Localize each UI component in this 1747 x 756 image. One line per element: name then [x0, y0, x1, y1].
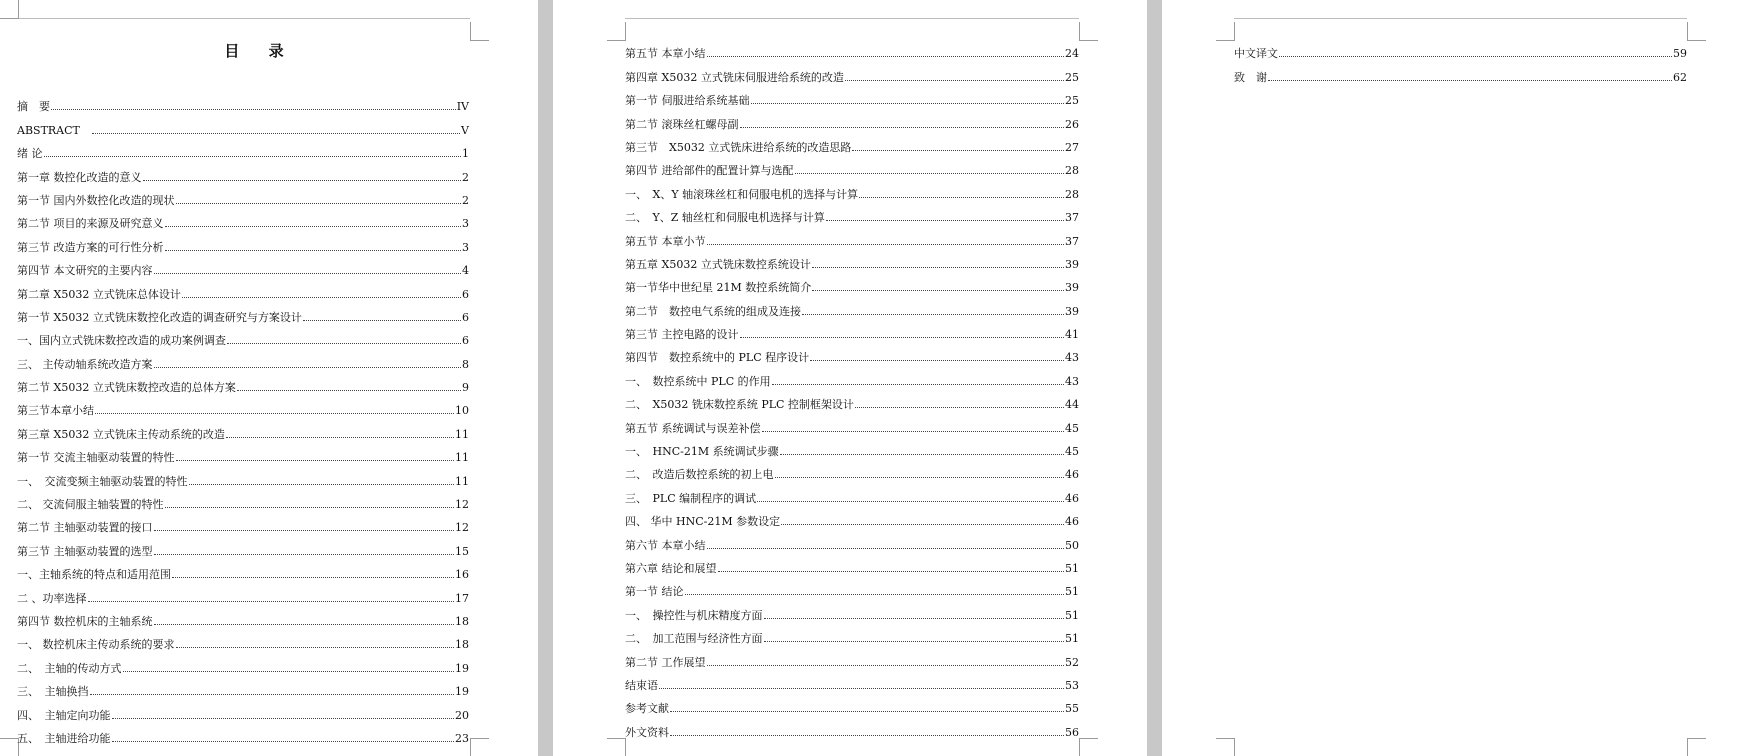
toc-page-number: 10	[455, 404, 469, 418]
toc-dot-leader	[44, 156, 462, 157]
toc-entry-title: 第二节 主轴驱动装置的接口	[17, 521, 153, 535]
toc-page-number: 39	[1065, 281, 1079, 295]
toc-dot-leader	[707, 548, 1065, 549]
toc-entry[interactable]	[625, 622, 1079, 645]
toc-entry-title: 二 、功率选择	[17, 591, 87, 605]
toc-entry[interactable]	[625, 715, 1079, 738]
toc-entry-title: 第二节 项目的来源及研究意义	[17, 217, 164, 231]
toc-dot-leader	[303, 320, 461, 321]
toc-page-number: 46	[1065, 468, 1079, 482]
toc-title: 目 录	[224, 42, 296, 60]
toc-dot-leader	[707, 56, 1065, 57]
toc-page-number: 51	[1065, 561, 1079, 575]
toc-entry[interactable]	[625, 458, 1079, 481]
toc-entry[interactable]	[17, 324, 469, 347]
toc-dot-leader	[182, 297, 461, 298]
corner-mark	[1079, 738, 1098, 756]
toc-entry[interactable]	[17, 301, 469, 324]
toc-dot-leader	[92, 133, 460, 134]
toc-dot-leader	[112, 741, 455, 742]
toc-page-number: 39	[1065, 257, 1079, 271]
toc-entry[interactable]	[17, 394, 469, 417]
toc-entry[interactable]	[17, 464, 469, 487]
toc-entry[interactable]	[17, 698, 469, 721]
toc-entry[interactable]	[17, 90, 469, 113]
toc-dot-leader	[670, 735, 1064, 736]
toc-page-number: 18	[455, 638, 469, 652]
toc-entry[interactable]	[1234, 37, 1687, 60]
toc-entry-title: 参考文献	[625, 702, 669, 716]
toc-dot-leader	[165, 226, 462, 227]
toc-dot-leader	[659, 688, 1064, 689]
toc-entry[interactable]	[625, 692, 1079, 715]
toc-dot-leader	[740, 337, 1065, 338]
toc-dot-leader	[757, 501, 1064, 502]
toc-entry[interactable]	[17, 160, 469, 183]
toc-entry-title: 第四节 本文研究的主要内容	[17, 264, 153, 278]
toc-page-number: 59	[1673, 47, 1687, 61]
toc-entry[interactable]	[17, 207, 469, 230]
toc-entry[interactable]	[17, 581, 469, 604]
toc-page-number: 12	[455, 521, 469, 535]
toc-page-number: 8	[462, 357, 469, 371]
toc-dot-leader	[165, 250, 462, 251]
toc-entry-title: 第三节 改造方案的可行性分析	[17, 240, 164, 254]
toc-entry-title: 第五节 本章小结	[625, 47, 706, 61]
corner-mark	[470, 738, 489, 756]
toc-dot-leader	[154, 554, 455, 555]
toc-dot-leader	[740, 127, 1065, 128]
toc-page-number: IV	[456, 100, 469, 114]
toc-entry[interactable]	[625, 224, 1079, 247]
toc-entry-title: 绪 论	[17, 147, 43, 161]
toc-entry-title: 一、 数控机床主传动系统的要求	[17, 638, 175, 652]
toc-page-number: 19	[455, 661, 469, 675]
toc-entry-title: 一、 HNC-21M 系统调试步骤	[625, 445, 779, 459]
toc-dot-leader	[112, 718, 455, 719]
toc-entry-title: 第六节 本章小结	[625, 538, 706, 552]
toc-page-number: 27	[1065, 140, 1079, 154]
toc-entry[interactable]	[625, 388, 1079, 411]
toc-page-number: 37	[1065, 211, 1079, 225]
toc-entry-title: 第一节 伺服进给系统基础	[625, 94, 750, 108]
toc-dot-leader	[154, 273, 462, 274]
toc-dot-leader	[718, 571, 1065, 572]
toc-entry-title: 第三章 X5032 立式铣床主传动系统的改造	[17, 427, 225, 441]
toc-page-number: 46	[1065, 491, 1079, 505]
toc-page-number: 50	[1065, 538, 1079, 552]
toc-dot-leader	[826, 220, 1064, 221]
toc-dot-leader	[751, 103, 1065, 104]
toc-page-number: 26	[1065, 117, 1079, 131]
toc-entry-title: 第二节 X5032 立式铣床数控改造的总体方案	[17, 381, 236, 395]
toc-dot-leader	[90, 694, 455, 695]
toc-page-number: 11	[455, 427, 469, 441]
toc-entry-title: 第五章 X5032 立式铣床数控系统设计	[625, 257, 811, 271]
toc-entry-title: 三、 主轴换挡	[17, 685, 89, 699]
toc-dot-leader	[780, 454, 1064, 455]
toc-page-number: 6	[462, 310, 469, 324]
toc-dot-leader	[165, 507, 455, 508]
toc-page-number: V	[461, 123, 469, 137]
toc-entry[interactable]	[625, 505, 1079, 528]
toc-page-number: 15	[455, 544, 469, 558]
toc-entry[interactable]	[625, 271, 1079, 294]
page-gap-right	[1147, 0, 1162, 756]
toc-entry-title: 第四节 数控机床的主轴系统	[17, 614, 153, 628]
toc-entry[interactable]	[625, 411, 1079, 434]
toc-dot-leader	[707, 244, 1065, 245]
toc-entry[interactable]	[625, 669, 1079, 692]
toc-entry-title: 第三节 主控电路的设计	[625, 328, 739, 342]
toc-entry-title: 第一节 交流主轴驱动装置的特性	[17, 451, 175, 465]
toc-entry-title: 第二节 数控电气系统的组成及连接	[625, 304, 801, 318]
toc-list	[625, 37, 1079, 739]
toc-entry-title: 摘 要	[17, 100, 50, 114]
toc-page-number: 12	[455, 498, 469, 512]
corner-mark	[1687, 22, 1706, 41]
toc-dot-leader	[812, 290, 1064, 291]
toc-entry-title: 一、主轴系统的特点和适用范围	[17, 568, 171, 582]
toc-page-number: 41	[1065, 328, 1079, 342]
toc-entry-title: 致 谢	[1234, 70, 1267, 84]
toc-entry-title: 一、 数控系统中 PLC 的作用	[625, 374, 771, 388]
toc-page-number: 37	[1065, 234, 1079, 248]
toc-dot-leader	[772, 384, 1064, 385]
toc-entry[interactable]	[1234, 60, 1687, 83]
toc-dot-leader	[143, 180, 462, 181]
toc-list	[1234, 37, 1687, 84]
toc-entry[interactable]	[625, 598, 1079, 621]
toc-dot-leader	[189, 484, 455, 485]
toc-entry[interactable]	[17, 277, 469, 300]
toc-entry-title: 第四节 数控系统中的 PLC 程序设计	[625, 351, 810, 365]
toc-list	[17, 90, 469, 745]
toc-entry[interactable]	[17, 534, 469, 557]
toc-page-number: 53	[1065, 678, 1079, 692]
toc-entry[interactable]	[17, 441, 469, 464]
toc-dot-leader	[226, 437, 454, 438]
page-header-line	[18, 18, 470, 19]
document-page-1	[0, 0, 538, 756]
corner-mark	[470, 22, 489, 41]
toc-dot-leader	[176, 460, 455, 461]
toc-dot-leader	[670, 711, 1064, 712]
toc-page-number: 6	[462, 287, 469, 301]
toc-entry-title: 四、 华中 HNC-21M 参数设定	[625, 515, 781, 529]
toc-page-number: 9	[462, 381, 469, 395]
toc-page-number: 23	[455, 731, 469, 745]
toc-entry-title: 第一章 数控化改造的意义	[17, 170, 142, 184]
toc-entry[interactable]	[17, 184, 469, 207]
toc-dot-leader	[227, 343, 461, 344]
toc-entry[interactable]	[625, 248, 1079, 271]
toc-entry[interactable]	[625, 154, 1079, 177]
toc-entry[interactable]	[625, 131, 1079, 154]
toc-dot-leader	[154, 367, 462, 368]
toc-entry-title: 第二章 X5032 立式铣床总体设计	[17, 287, 181, 301]
toc-entry-title: 中文译文	[1234, 47, 1278, 61]
toc-dot-leader	[845, 80, 1064, 81]
toc-dot-leader	[176, 203, 462, 204]
toc-entry[interactable]	[625, 84, 1079, 107]
toc-entry[interactable]	[17, 230, 469, 253]
page-gap-left	[538, 0, 553, 756]
toc-page-number: 11	[455, 451, 469, 465]
toc-page-number: 56	[1065, 725, 1079, 739]
toc-entry[interactable]	[625, 60, 1079, 83]
toc-entry-title: 第三节 X5032 立式铣床进给系统的改造思路	[625, 140, 852, 154]
toc-entry[interactable]	[17, 675, 469, 698]
toc-entry[interactable]	[17, 605, 469, 628]
document-page-3	[1162, 0, 1747, 756]
toc-dot-leader	[812, 267, 1064, 268]
toc-entry-title: 一、 操控性与机床精度方面	[625, 608, 763, 622]
corner-mark	[0, 0, 19, 19]
toc-page-number: 46	[1065, 515, 1079, 529]
toc-entry-title: 一、 交流变频主轴驱动装置的特性	[17, 474, 188, 488]
toc-page-number: 1	[462, 147, 469, 161]
toc-entry-title: 二、 X5032 铣床数控系统 PLC 控制框架设计	[625, 398, 854, 412]
toc-entry[interactable]	[17, 558, 469, 581]
toc-entry[interactable]	[625, 481, 1079, 504]
toc-page-number: 25	[1065, 94, 1079, 108]
toc-entry-title: 第四章 X5032 立式铣床伺服进给系统的改造	[625, 70, 844, 84]
toc-entry[interactable]	[625, 364, 1079, 387]
toc-page-number: 4	[462, 264, 469, 278]
toc-page-number: 44	[1065, 398, 1079, 412]
toc-dot-leader	[795, 173, 1065, 174]
toc-entry-title: 第五节 系统调试与误差补偿	[625, 421, 761, 435]
toc-page-number: 51	[1065, 585, 1079, 599]
toc-page-number: 19	[455, 685, 469, 699]
toc-dot-leader	[88, 601, 455, 602]
toc-entry-title: 第四节 进给部件的配置计算与选配	[625, 164, 794, 178]
toc-page-number: 2	[462, 193, 469, 207]
toc-entry-title: 第三节 主轴驱动装置的选型	[17, 544, 153, 558]
corner-mark	[1687, 738, 1706, 756]
toc-entry[interactable]	[17, 371, 469, 394]
toc-entry[interactable]	[17, 511, 469, 534]
toc-page-number: 45	[1065, 421, 1079, 435]
toc-page-number: 39	[1065, 304, 1079, 318]
toc-entry-title: ABSTRACT	[17, 123, 91, 137]
toc-entry-title: 第二节 工作展望	[625, 655, 706, 669]
toc-page-number: 62	[1673, 70, 1687, 84]
toc-entry[interactable]	[625, 552, 1079, 575]
toc-entry-title: 第一节 X5032 立式铣床数控化改造的调查研究与方案设计	[17, 310, 302, 324]
toc-entry[interactable]	[625, 435, 1079, 458]
toc-entry[interactable]	[17, 347, 469, 370]
page-header-line	[625, 18, 1079, 19]
toc-page-number: 16	[455, 568, 469, 582]
toc-dot-leader	[154, 530, 455, 531]
toc-entry[interactable]	[625, 177, 1079, 200]
toc-page-number: 2	[462, 170, 469, 184]
toc-dot-leader	[685, 594, 1065, 595]
toc-entry[interactable]	[625, 528, 1079, 551]
toc-entry-title: 一、国内立式铣床数控改造的成功案例调查	[17, 334, 226, 348]
toc-entry-title: 第二节 滚珠丝杠螺母副	[625, 117, 739, 131]
toc-page-number: 3	[462, 217, 469, 231]
toc-dot-leader	[810, 360, 1064, 361]
toc-page-number: 6	[462, 334, 469, 348]
document-page-2	[553, 0, 1147, 756]
toc-entry[interactable]	[625, 341, 1079, 364]
toc-entry-title: 结束语	[625, 678, 658, 692]
toc-dot-leader	[176, 647, 455, 648]
toc-dot-leader	[51, 109, 456, 110]
toc-dot-leader	[237, 390, 461, 391]
toc-page-number: 24	[1065, 47, 1079, 61]
toc-entry-title: 二、 加工范围与经济性方面	[625, 632, 763, 646]
toc-page-number: 43	[1065, 374, 1079, 388]
toc-entry-title: 五、 主轴进给功能	[17, 731, 111, 745]
toc-dot-leader	[802, 314, 1064, 315]
toc-entry-title: 第五节 本章小节	[625, 234, 706, 248]
toc-entry-title: 二、 交流伺服主轴装置的特性	[17, 498, 164, 512]
toc-dot-leader	[764, 641, 1065, 642]
corner-mark	[1216, 22, 1235, 41]
toc-page-number: 55	[1065, 702, 1079, 716]
toc-page-number: 3	[462, 240, 469, 254]
toc-entry-title: 三、 主传动轴系统改造方案	[17, 357, 153, 371]
page-header-line	[1234, 18, 1687, 19]
toc-entry[interactable]	[625, 201, 1079, 224]
toc-dot-leader	[781, 524, 1064, 525]
toc-dot-leader	[172, 577, 454, 578]
toc-entry-title: 三、 PLC 编制程序的调试	[625, 491, 757, 505]
toc-entry[interactable]	[17, 137, 469, 160]
corner-mark	[607, 738, 626, 756]
toc-page-number: 18	[455, 614, 469, 628]
toc-page-number: 52	[1065, 655, 1079, 669]
toc-page-number: 11	[455, 474, 469, 488]
toc-page-number: 51	[1065, 632, 1079, 646]
toc-dot-leader	[852, 150, 1064, 151]
toc-page-number: 25	[1065, 70, 1079, 84]
toc-page-number: 17	[455, 591, 469, 605]
toc-dot-leader	[95, 413, 454, 414]
toc-entry-title: 第三节本章小结	[17, 404, 94, 418]
toc-dot-leader	[1279, 56, 1672, 57]
toc-entry[interactable]	[625, 575, 1079, 598]
toc-entry-title: 二、 改造后数控系统的初上电	[625, 468, 774, 482]
corner-mark	[1079, 22, 1098, 41]
toc-entry-title: 外文资料	[625, 725, 669, 739]
toc-dot-leader	[762, 431, 1065, 432]
toc-entry-title: 第一节华中世纪星 21M 数控系统简介	[625, 281, 812, 295]
toc-entry-title: 四、 主轴定向功能	[17, 708, 111, 722]
toc-entry[interactable]	[17, 651, 469, 674]
toc-dot-leader	[154, 624, 455, 625]
toc-entry-title: 第六章 结论和展望	[625, 561, 717, 575]
toc-dot-leader	[123, 671, 455, 672]
toc-entry[interactable]	[625, 107, 1079, 130]
toc-entry[interactable]	[625, 645, 1079, 668]
toc-dot-leader	[707, 665, 1065, 666]
corner-mark	[1216, 738, 1235, 756]
toc-entry[interactable]	[625, 318, 1079, 341]
toc-entry[interactable]	[17, 254, 469, 277]
toc-dot-leader	[1268, 80, 1672, 81]
toc-entry-title: 一、 X、Y 轴滚珠丝杠和伺服电机的选择与计算	[625, 187, 859, 201]
toc-dot-leader	[764, 618, 1065, 619]
toc-dot-leader	[859, 197, 1064, 198]
toc-entry-title: 第一节 结论	[625, 585, 684, 599]
toc-entry[interactable]	[17, 628, 469, 651]
toc-entry[interactable]	[17, 722, 469, 745]
toc-entry-title: 二、 Y、Z 轴丝杠和伺服电机选择与计算	[625, 211, 825, 225]
toc-page-number: 28	[1065, 164, 1079, 178]
toc-dot-leader	[775, 477, 1065, 478]
toc-page-number: 20	[455, 708, 469, 722]
toc-entry[interactable]	[625, 294, 1079, 317]
toc-page-number: 28	[1065, 187, 1079, 201]
toc-entry-title: 第一节 国内外数控化改造的现状	[17, 193, 175, 207]
toc-entry-title: 二、 主轴的传动方式	[17, 661, 122, 675]
toc-page-number: 51	[1065, 608, 1079, 622]
toc-entry[interactable]	[17, 113, 469, 136]
toc-entry[interactable]	[17, 488, 469, 511]
corner-mark	[607, 22, 626, 41]
toc-page-number: 43	[1065, 351, 1079, 365]
toc-entry[interactable]	[625, 37, 1079, 60]
toc-page-number: 45	[1065, 445, 1079, 459]
toc-entry[interactable]	[17, 417, 469, 440]
toc-dot-leader	[855, 407, 1064, 408]
